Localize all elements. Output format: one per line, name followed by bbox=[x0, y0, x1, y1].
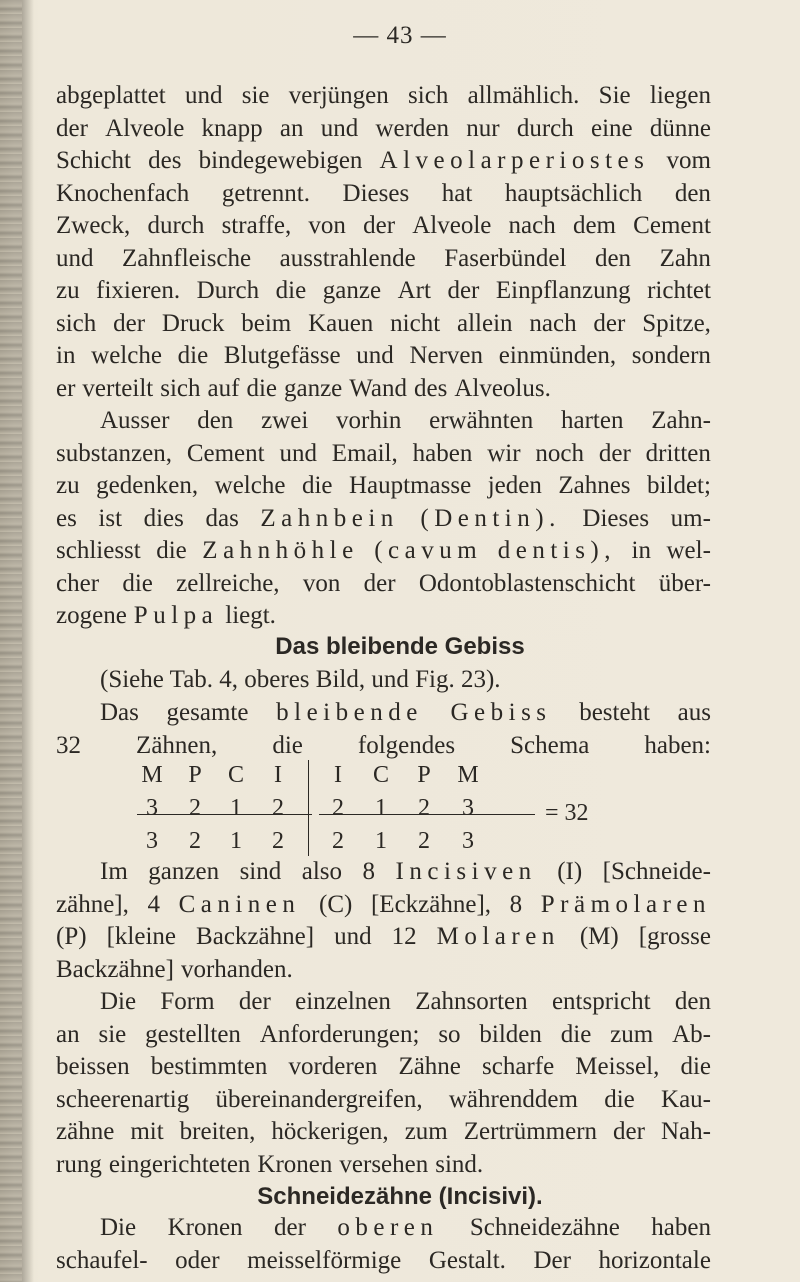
schema-divider-vertical bbox=[308, 760, 309, 856]
word: Alveole bbox=[412, 212, 492, 239]
schema-cell-right-upper: 1 bbox=[375, 795, 387, 821]
text-line bbox=[56, 856, 711, 889]
text-line bbox=[56, 438, 711, 471]
word: nicht bbox=[390, 309, 441, 337]
word: ganze bbox=[322, 277, 382, 304]
paragraph-dentin bbox=[56, 405, 711, 633]
word: [grosse bbox=[638, 923, 711, 950]
word: Alveole bbox=[105, 114, 185, 142]
text-line bbox=[56, 503, 711, 536]
word: zum bbox=[404, 1118, 448, 1145]
word: Spitze, bbox=[642, 309, 711, 337]
text-line bbox=[56, 340, 711, 373]
schema-rule-left bbox=[137, 814, 312, 815]
word: an bbox=[279, 114, 304, 142]
word: nach bbox=[508, 212, 556, 239]
word: bestimmten bbox=[150, 1053, 268, 1080]
word: zellreiche, bbox=[176, 569, 280, 597]
text-line bbox=[56, 470, 711, 503]
word: Zertrümmern bbox=[463, 1118, 598, 1145]
word: er bbox=[56, 374, 76, 402]
word: Meissel, bbox=[575, 1053, 660, 1080]
word: der bbox=[274, 1214, 306, 1241]
word: Zahnhöhle bbox=[202, 537, 359, 564]
word: meisselförmige bbox=[247, 1246, 402, 1274]
word: der bbox=[447, 277, 480, 304]
word: die bbox=[272, 731, 303, 759]
word: Alveolus. bbox=[454, 374, 551, 402]
word: schliesst bbox=[56, 537, 141, 564]
word: Caninen bbox=[178, 890, 301, 918]
word: haben: bbox=[644, 731, 711, 759]
word: aus bbox=[677, 699, 711, 726]
word: dies bbox=[143, 504, 184, 532]
text-line bbox=[56, 178, 711, 211]
word: (C) bbox=[319, 890, 353, 918]
schema-cell-left-lower: 2 bbox=[272, 828, 284, 854]
word: die bbox=[122, 569, 153, 597]
word: Die bbox=[100, 1214, 137, 1241]
word: breiten, bbox=[179, 1118, 256, 1145]
word: gedenken, bbox=[96, 472, 199, 499]
paragraph-alveole bbox=[56, 80, 711, 405]
text-line bbox=[56, 954, 711, 987]
word: auf bbox=[207, 374, 240, 402]
schema-cell-right-lower: 1 bbox=[375, 828, 387, 854]
schema-cell-left-header: C bbox=[227, 762, 244, 788]
word: dem bbox=[572, 212, 616, 239]
word: den bbox=[594, 244, 632, 272]
word: höckerigen, bbox=[271, 1118, 389, 1145]
word: ganzen bbox=[148, 858, 220, 885]
word: eine bbox=[590, 114, 633, 142]
text-line bbox=[56, 986, 711, 1019]
word: haben bbox=[412, 439, 473, 467]
text-line bbox=[56, 730, 711, 763]
word: Backzähne] bbox=[56, 955, 174, 983]
word: und bbox=[56, 244, 94, 272]
word: Der bbox=[533, 1246, 571, 1274]
text-line bbox=[56, 1116, 711, 1149]
text-line bbox=[56, 373, 711, 406]
text-line bbox=[56, 1212, 711, 1245]
word: vorhin bbox=[336, 407, 402, 434]
word: sich bbox=[408, 82, 449, 109]
word: scheerenartig bbox=[56, 1085, 190, 1113]
word: Die bbox=[100, 988, 137, 1015]
word: zähne bbox=[56, 1118, 115, 1145]
word: versehen bbox=[339, 1150, 429, 1178]
word: Blutgefässe bbox=[223, 342, 341, 369]
word: Odontoblastenschicht bbox=[418, 569, 636, 597]
word: Einpflanzung bbox=[495, 277, 631, 304]
schema-cell-right-lower: 2 bbox=[418, 828, 430, 854]
word: der bbox=[613, 1118, 645, 1145]
word: jeden bbox=[487, 472, 542, 499]
word: der bbox=[56, 114, 88, 142]
word: dünne bbox=[649, 114, 711, 142]
word: gesamte bbox=[166, 699, 249, 726]
schema-cell-left-upper: 2 bbox=[189, 795, 201, 821]
word: sich bbox=[56, 309, 97, 337]
word: substanzen, bbox=[56, 439, 172, 467]
schema-cell-left-lower: 1 bbox=[230, 828, 242, 854]
word: nach bbox=[529, 309, 577, 337]
word: besteht bbox=[579, 699, 651, 726]
word: Knochenfach bbox=[56, 179, 190, 207]
word: durch bbox=[516, 114, 574, 142]
word: haben bbox=[651, 1214, 711, 1241]
word: bildet; bbox=[647, 472, 711, 499]
word: 8 bbox=[362, 858, 376, 885]
text-line bbox=[56, 535, 711, 568]
word: schaufel- bbox=[56, 1246, 148, 1274]
section-heading-bleibende-gebiss: Das bleibende Gebiss bbox=[275, 633, 525, 660]
word: liegen bbox=[649, 82, 711, 109]
word: die bbox=[560, 1020, 592, 1048]
word: und bbox=[356, 342, 394, 369]
word: einzelnen bbox=[295, 988, 391, 1015]
text-line bbox=[56, 80, 711, 113]
word: des bbox=[413, 374, 448, 402]
word: die bbox=[680, 1053, 711, 1080]
word: von bbox=[308, 212, 346, 239]
word: allein bbox=[457, 309, 513, 337]
word: Form bbox=[160, 988, 215, 1015]
text-line bbox=[56, 568, 711, 601]
word: Anforderungen; bbox=[259, 1020, 420, 1048]
word: Schicht bbox=[56, 147, 131, 174]
word: dentis), bbox=[497, 537, 617, 564]
word: durch bbox=[147, 212, 205, 239]
word: abgeplattet bbox=[56, 82, 166, 109]
schema-cell-right-header: I bbox=[334, 762, 342, 788]
word: die bbox=[604, 1085, 635, 1113]
word: Ausser bbox=[100, 407, 170, 434]
word: sich bbox=[160, 374, 201, 402]
word: [Eckzähne], bbox=[370, 890, 492, 918]
text-line bbox=[56, 1051, 711, 1084]
word: gestellten bbox=[145, 1020, 241, 1048]
word: dritten bbox=[645, 439, 711, 467]
word: bindegewebigen bbox=[198, 147, 363, 174]
schema-rule-right bbox=[319, 814, 535, 815]
schema-cell-right-upper: 3 bbox=[462, 795, 474, 821]
word: liegt. bbox=[225, 602, 276, 629]
word: zum bbox=[610, 1020, 654, 1048]
schema-cell-left-header: P bbox=[188, 762, 202, 788]
word: vorderen bbox=[288, 1053, 378, 1080]
word: die bbox=[301, 472, 333, 499]
word: Im bbox=[100, 858, 128, 885]
text-line bbox=[56, 600, 711, 633]
word: Gestalt. bbox=[428, 1246, 506, 1274]
word: Zähnen, bbox=[136, 731, 218, 759]
schema-cell-right-header: C bbox=[372, 762, 389, 788]
word: der bbox=[593, 309, 626, 337]
word: von bbox=[302, 569, 341, 597]
word: Zahn- bbox=[651, 407, 711, 434]
word: zu bbox=[56, 472, 80, 499]
word: fixieren. bbox=[96, 277, 181, 304]
word: einmünden, bbox=[498, 342, 617, 369]
word: übereinandergreifen, bbox=[215, 1085, 423, 1113]
word: Zahnes bbox=[558, 472, 631, 499]
word: so bbox=[438, 1020, 461, 1048]
word: sie bbox=[98, 1020, 127, 1048]
word: Faserbündel bbox=[444, 244, 567, 272]
word: eingerichteten bbox=[108, 1150, 251, 1178]
word: wel- bbox=[666, 537, 711, 564]
word: getrennt. bbox=[221, 179, 310, 207]
word: [Schneide- bbox=[602, 858, 711, 885]
paragraph-kronen bbox=[56, 1212, 711, 1277]
word: Zähne bbox=[398, 1053, 461, 1080]
schema-total: = 32 bbox=[545, 800, 589, 826]
word: Kau- bbox=[661, 1085, 711, 1113]
word: und bbox=[184, 82, 223, 109]
word: Backzähne] bbox=[196, 923, 315, 950]
word: richtet bbox=[647, 277, 711, 304]
word: ist bbox=[98, 504, 123, 532]
word: sie bbox=[241, 82, 270, 109]
word: der bbox=[598, 439, 631, 467]
word: Kronen bbox=[167, 1214, 243, 1241]
schema-cell-right-lower: 2 bbox=[332, 828, 344, 854]
word: den bbox=[197, 407, 234, 434]
word: die bbox=[177, 342, 209, 369]
schema-cell-left-header: I bbox=[274, 762, 282, 788]
text-line bbox=[56, 308, 711, 341]
word: Sie bbox=[598, 82, 631, 109]
word: scharfe bbox=[482, 1053, 555, 1080]
word: Dieses bbox=[582, 504, 650, 532]
word: die bbox=[246, 374, 277, 402]
word: allmählich. bbox=[467, 82, 580, 109]
word: der bbox=[238, 988, 271, 1015]
schema-cell-right-upper: 2 bbox=[332, 795, 344, 821]
word: über- bbox=[658, 569, 711, 597]
word: Durch bbox=[196, 277, 260, 304]
word: Zahnbein bbox=[260, 504, 399, 532]
schema-cell-right-header: M bbox=[457, 762, 479, 788]
word: straffe, bbox=[221, 212, 292, 239]
word: nur bbox=[466, 114, 500, 142]
word: verteilt bbox=[82, 374, 154, 402]
text-line bbox=[56, 1019, 711, 1052]
word: bleibende bbox=[276, 699, 423, 726]
word: werden bbox=[375, 114, 450, 142]
word: die bbox=[156, 537, 187, 564]
word: es bbox=[56, 504, 77, 532]
schema-cell-left-lower: 2 bbox=[189, 828, 201, 854]
word: Email, bbox=[331, 439, 398, 467]
word: entspricht bbox=[551, 988, 651, 1015]
word: Das bbox=[100, 699, 139, 726]
schema-cell-left-upper: 3 bbox=[146, 795, 158, 821]
word: der bbox=[363, 212, 396, 239]
schema-cell-right-upper: 2 bbox=[418, 795, 430, 821]
word: (I) bbox=[557, 858, 583, 885]
word: erwähnten bbox=[429, 407, 534, 434]
word: beim bbox=[241, 309, 292, 337]
word: Wand bbox=[349, 374, 407, 402]
word: welche bbox=[91, 342, 162, 369]
word: Incisiven bbox=[395, 858, 537, 885]
word: Zahnsorten bbox=[415, 988, 528, 1015]
schema-cell-right-header: P bbox=[417, 762, 431, 788]
schema-cell-left-header: M bbox=[141, 762, 163, 788]
page-number: — 43 — bbox=[353, 22, 447, 49]
text-line bbox=[56, 1084, 711, 1117]
schema-cell-right-lower: 3 bbox=[462, 828, 474, 854]
word: rung bbox=[56, 1150, 102, 1178]
word: wir bbox=[487, 439, 521, 467]
word: Kauen bbox=[308, 309, 374, 337]
word: beissen bbox=[56, 1053, 130, 1080]
word: sind bbox=[239, 858, 282, 885]
word: bilden bbox=[479, 1020, 542, 1048]
word: folgendes bbox=[357, 731, 456, 759]
word: Schema bbox=[510, 731, 590, 759]
word: währenddem bbox=[448, 1085, 578, 1113]
section-heading-schneidezaehne: Schneidezähne (Incisivi). bbox=[257, 1183, 543, 1210]
word: horizontale bbox=[598, 1246, 711, 1274]
word: Art bbox=[397, 277, 431, 304]
word: noch bbox=[535, 439, 584, 467]
word: (M) bbox=[579, 923, 619, 950]
word: hat bbox=[441, 179, 473, 207]
word: Zahn bbox=[659, 244, 711, 272]
paragraph-schema-intro bbox=[56, 697, 711, 762]
text-line bbox=[56, 113, 711, 146]
word: welche bbox=[214, 472, 286, 499]
word: ganze bbox=[283, 374, 343, 402]
text-line bbox=[56, 1149, 711, 1182]
word: 32 bbox=[56, 731, 81, 759]
word: den bbox=[674, 988, 711, 1015]
text-line bbox=[56, 921, 711, 954]
word: Schneidezähne bbox=[469, 1214, 620, 1241]
word: (Dentin). bbox=[420, 504, 561, 532]
word: 12 bbox=[391, 923, 417, 950]
word: Cement bbox=[186, 439, 265, 467]
word: in bbox=[56, 342, 76, 369]
word: knapp bbox=[201, 114, 263, 142]
word: (P) bbox=[56, 923, 87, 950]
subheading-reference bbox=[56, 664, 711, 697]
word: der bbox=[363, 569, 396, 597]
text-line bbox=[56, 275, 711, 308]
word: [kleine bbox=[106, 923, 177, 950]
word: cher bbox=[56, 569, 100, 597]
word: also bbox=[301, 858, 343, 885]
word: vom bbox=[666, 147, 711, 174]
text-line bbox=[56, 889, 711, 922]
schema-cell-left-upper: 2 bbox=[272, 795, 284, 821]
word: Nerven bbox=[409, 342, 484, 369]
word: Hauptmasse bbox=[349, 472, 472, 499]
word: mit bbox=[130, 1118, 164, 1145]
word: zähne], bbox=[56, 890, 129, 918]
word: hauptsächlich bbox=[504, 179, 643, 207]
word: 4 bbox=[147, 890, 160, 918]
word: Kronen bbox=[257, 1150, 333, 1178]
word: das bbox=[205, 504, 239, 532]
word: Druck bbox=[161, 309, 225, 337]
word: sind. bbox=[435, 1150, 484, 1178]
word: zogene bbox=[56, 602, 127, 629]
word: Pulpa bbox=[133, 602, 219, 629]
word: oder bbox=[175, 1246, 220, 1274]
word: sondern bbox=[631, 342, 711, 369]
word: ausstrahlende bbox=[279, 244, 416, 272]
word: Cement bbox=[633, 212, 711, 239]
paragraph-form bbox=[56, 986, 711, 1181]
word: des bbox=[148, 147, 182, 174]
word: Gebiss bbox=[450, 699, 552, 726]
word: und bbox=[334, 923, 372, 950]
word: 8 bbox=[509, 890, 523, 918]
word: der bbox=[113, 309, 146, 337]
schema-cell-left-upper: 1 bbox=[230, 795, 242, 821]
text-line bbox=[56, 145, 711, 178]
word: Ab- bbox=[672, 1020, 711, 1048]
word: zu bbox=[56, 277, 80, 304]
text-line bbox=[56, 243, 711, 276]
word: um- bbox=[670, 504, 711, 532]
word: den bbox=[674, 179, 711, 207]
text-line bbox=[56, 210, 711, 243]
word: (cavum bbox=[374, 537, 483, 564]
word: vorhanden. bbox=[180, 955, 293, 983]
word: Prämolaren bbox=[540, 890, 711, 918]
word: Molaren bbox=[436, 923, 560, 950]
word: in bbox=[631, 537, 651, 564]
word: und bbox=[279, 439, 317, 467]
text-line bbox=[56, 405, 711, 438]
word: Dieses bbox=[342, 179, 410, 207]
word: Alveolarperiostes bbox=[379, 147, 650, 174]
word: Zahnfleische bbox=[122, 244, 252, 272]
word: die bbox=[275, 277, 307, 304]
word: und bbox=[320, 114, 359, 142]
subheading-text: (Siehe Tab. 4, oberes Bild, und Fig. 23). bbox=[100, 666, 501, 693]
word: Nah- bbox=[660, 1118, 711, 1145]
word: Zweck, bbox=[56, 212, 131, 239]
paragraph-zahnsorten bbox=[56, 856, 711, 986]
word: oberen bbox=[337, 1214, 439, 1241]
word: harten bbox=[560, 407, 624, 434]
word: zwei bbox=[261, 407, 309, 434]
word: verjüngen bbox=[288, 82, 389, 109]
text-line bbox=[56, 1245, 711, 1278]
text-line bbox=[56, 697, 711, 730]
word: an bbox=[56, 1020, 80, 1048]
schema-cell-left-lower: 3 bbox=[146, 828, 158, 854]
